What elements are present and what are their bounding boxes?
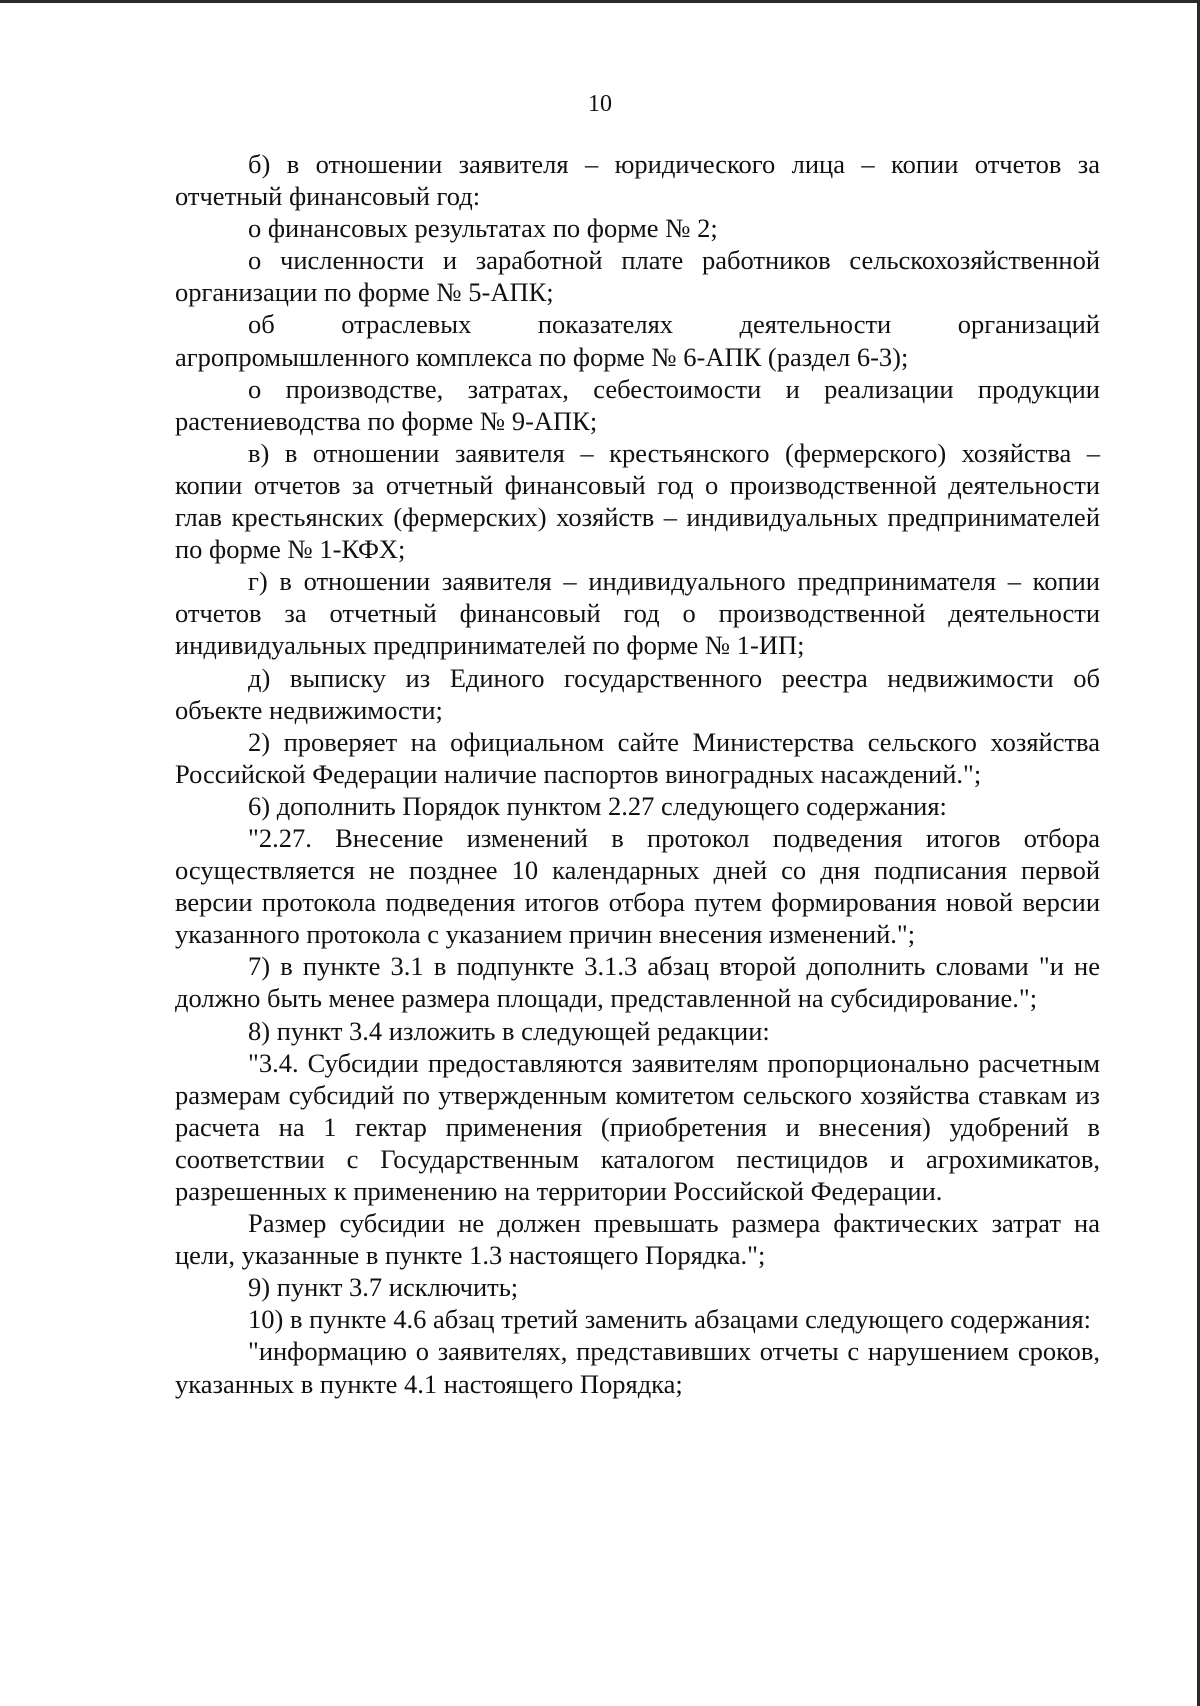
page-number: 10 [588,91,612,117]
paragraph-g-entrepreneur: г) в отношении заявителя – индивидуального предпринимателя – копии отчетов за отчетный финансовый год о производственной деятельности индивидуальных предпринимателей по форме № 1-ИП; [175,566,1100,661]
paragraph-2-ministry-check: 2) проверяет на официальном сайте Министерства сельского хозяйства Российской Федерации наличие паспортов виноградных насаждений."; [175,726,1100,789]
paragraph-form-6-apk: об отраслевых показателях деятельности организаций агропромышленного комплекса по форме № 6-АПК (раздел 6-3); [175,309,1100,372]
document-body [175,148,1100,1400]
paragraph-7-clause-3-1: 7) в пункте 3.1 в подпункте 3.1.3 абзац второй дополнить словами "и не должно быть менее размера площади, представленной на субсидирование."; [175,951,1100,1014]
paragraph-6-add-clause: 6) дополнить Порядок пунктом 2.27 следующего содержания: [248,790,947,821]
paragraph-form-5-apk: о численности и заработной плате работников сельскохозяйственной организации по форме № 5-АПК; [175,245,1100,308]
paragraph-v-farm: в) в отношении заявителя – крестьянского (фермерского) хозяйства – копии отчетов за отчетный финансовый год о производственной деятельности глав крестьянских (фермерских) хозяйств – индивидуальных предпринимателей по форме № 1-КФХ; [175,437,1100,565]
paragraph-8-clause-3-4: 8) пункт 3.4 изложить в следующей редакции: [248,1015,770,1046]
paragraph-d-registry-extract: д) выписку из Единого государственного реестра недвижимости об объекте недвижимости; [175,662,1100,725]
paragraph-10-clause-4-6: 10) в пункте 4.6 абзац третий заменить абзацами следующего содержания: [248,1304,1092,1335]
paragraph-b-legal-entity: б) в отношении заявителя – юридического лица – копии отчетов за отчетный финансовый год: [175,149,1100,212]
scan-edge-top [0,0,1200,3]
paragraph-3-4-text: "3.4. Субсидии предоставляются заявителям пропорционально расчетным размерам субсидий по утвержденным комитетом сельского хозяйства ставкам из расчета на 1 гектар применения (приобретения и внесения) удобрений в соответствии с Государственным каталогом пестицидов и агрохимикатов, разрешенных к применению на территории Российской Федерации. [175,1047,1100,1206]
paragraph-form-9-apk: о производстве, затратах, себестоимости и реализации продукции растениеводства по форме № 9-АПК; [175,373,1100,436]
paragraph-late-reports: "информацию о заявителях, представивших отчеты с нарушением сроков, указанных в пункте 4.1 настоящего Порядка; [175,1336,1100,1399]
paragraph-2-27: "2.27. Внесение изменений в протокол подведения итогов отбора осуществляется не позднее 10 календарных дней со дня подписания первой версии протокола подведения итогов отбора путем формирования новой версии указанного протокола с указанием причин внесения изменений."; [175,822,1100,950]
paragraph-form-2: о финансовых результатах по форме № 2; [248,213,718,244]
paragraph-subsidy-size: Размер субсидии не должен превышать размера фактических затрат на цели, указанные в пункте 1.3 настоящего Порядка."; [175,1208,1100,1271]
paragraph-9-exclude-3-7: 9) пункт 3.7 исключить; [248,1272,519,1303]
